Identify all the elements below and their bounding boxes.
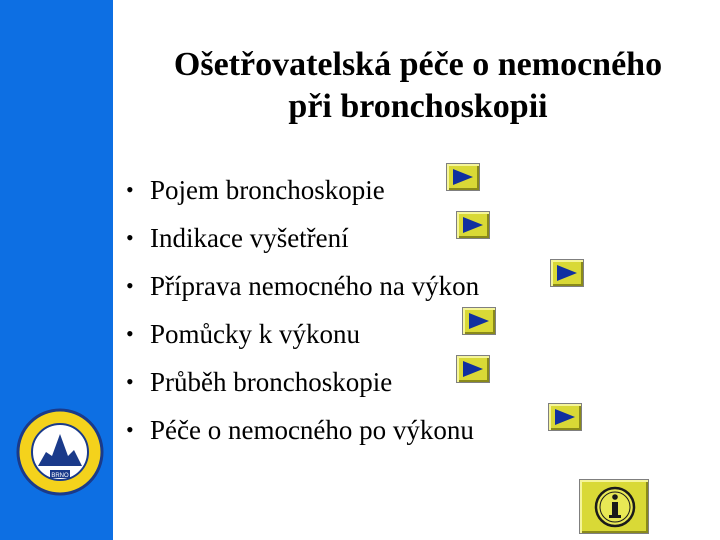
list-item <box>126 214 479 262</box>
play-button-pojem[interactable] <box>446 163 480 191</box>
bullet: • <box>126 417 134 442</box>
play-icon <box>468 312 490 330</box>
topic-label: Příprava nemocného na výkon <box>150 270 480 301</box>
logo-city: BRNO <box>51 473 69 479</box>
bullet: • <box>126 177 134 202</box>
bullet: • <box>126 321 134 346</box>
list-item <box>126 262 479 310</box>
topic-list <box>126 166 479 454</box>
list-item <box>126 310 479 358</box>
play-icon <box>462 216 484 234</box>
bullet: • <box>126 225 134 250</box>
play-icon <box>452 168 474 186</box>
list-item <box>126 406 479 454</box>
play-icon <box>556 264 578 282</box>
topic-label: Pojem bronchoskopie <box>150 174 385 205</box>
title-line-2: při bronchoskopii <box>288 88 548 125</box>
info-button[interactable] <box>579 479 649 534</box>
play-button-pece[interactable] <box>548 403 582 431</box>
slide-title <box>118 44 718 128</box>
play-button-indikace[interactable] <box>456 211 490 239</box>
list-item <box>126 358 479 406</box>
play-icon <box>462 360 484 378</box>
bullet: • <box>126 369 134 394</box>
play-button-pomucky[interactable] <box>462 307 496 335</box>
topic-label: Indikace vyšetření <box>150 222 349 253</box>
bullet: • <box>126 273 134 298</box>
play-button-prubeh[interactable] <box>456 355 490 383</box>
info-icon <box>594 484 636 530</box>
title-line-1: Ošetřovatelská péče o nemocného <box>173 46 663 83</box>
school-logo <box>16 408 104 496</box>
play-icon <box>554 408 576 426</box>
topic-label: Pomůcky k výkonu <box>150 318 361 349</box>
play-button-priprava[interactable] <box>550 259 584 287</box>
list-item <box>126 166 479 214</box>
topic-label: Průběh bronchoskopie <box>150 366 393 397</box>
topic-label: Péče o nemocného po výkonu <box>150 414 474 445</box>
